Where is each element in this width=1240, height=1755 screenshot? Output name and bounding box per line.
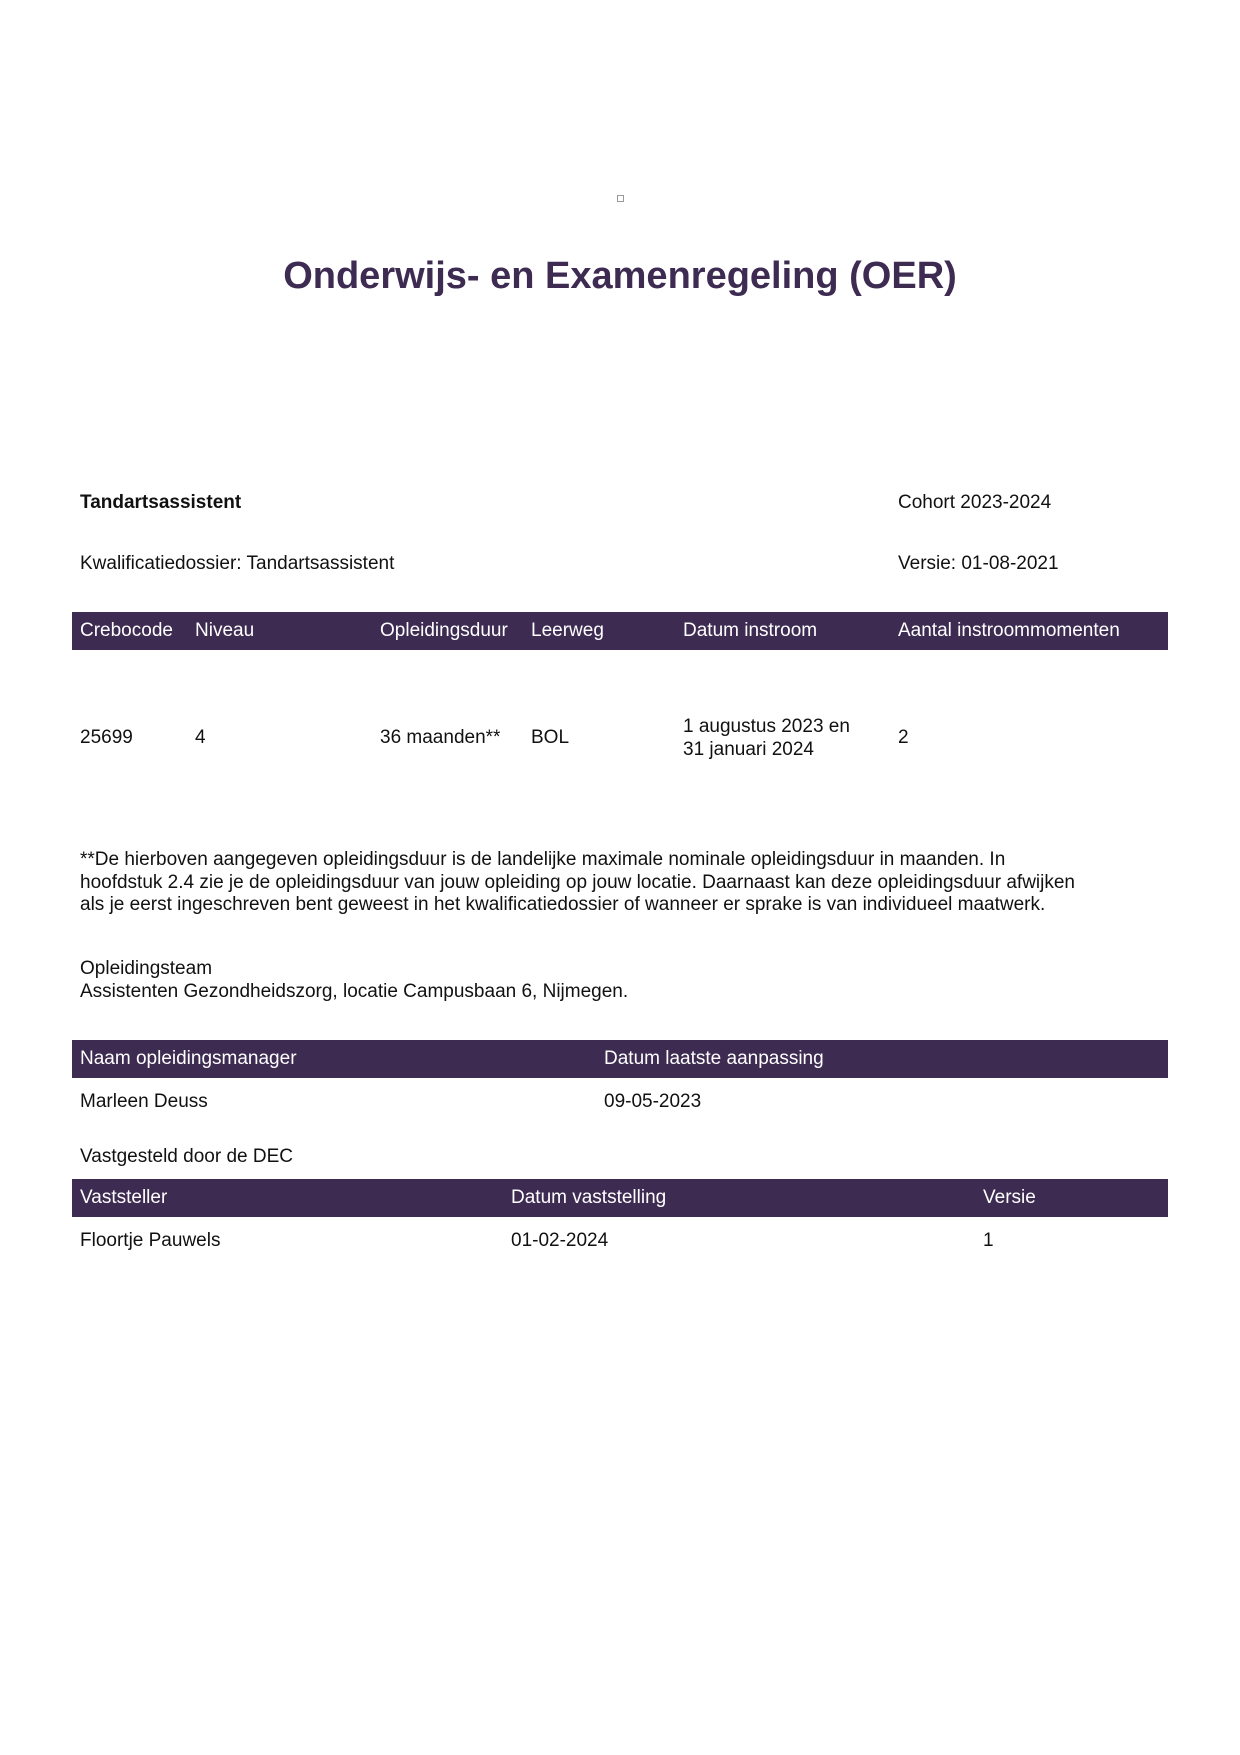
manager-table-header [72,1040,1168,1078]
opleiding-table-header [72,612,1168,650]
page-title: Onderwijs- en Examenregeling (OER) [283,255,957,297]
cell-datum-laatste-aanpassing: 09-05-2023 [604,1091,702,1112]
cell-niveau: 4 [195,727,206,748]
dec-label: Vastgesteld door de DEC [80,1146,293,1167]
versie-label: Versie: 01-08-2021 [898,553,1059,574]
cell-crebocode: 25699 [80,727,133,748]
header-leerweg: Leerweg [531,620,604,641]
cell-vaststeller: Floortje Pauwels [80,1230,221,1251]
opleidingsduur-footnote [80,849,1165,917]
cell-opleidingsmanager: Marleen Deuss [80,1091,208,1112]
footnote-line: **De hierboven aangegeven opleidingsduur is de landelijke maximale nominale opleidingsduur in maanden. In [80,849,1006,870]
header-naam-opleidingsmanager: Naam opleidingsmanager [80,1048,297,1069]
header-datum-vaststelling: Datum vaststelling [511,1187,667,1208]
footnote-line: hoofdstuk 2.4 zie je de opleidingsduur van jouw opleiding op jouw locatie. Daarnaast kan deze opleidingsduur afwijken [80,871,1075,893]
header-versie: Versie [983,1187,1036,1208]
cell-leerweg: BOL [531,727,570,748]
header-vaststeller: Vaststeller [80,1187,168,1208]
cell-versie: 1 [983,1230,994,1251]
header-aantal-instroommomenten: Aantal instroommomenten [898,620,1120,641]
cell-datum-instroom-1: 1 augustus 2023 en [683,716,850,737]
header-datum-laatste-aanpassing: Datum laatste aanpassing [604,1048,824,1069]
cell-aantal: 2 [898,727,909,748]
cohort-label: Cohort 2023-2024 [898,492,1052,513]
header-niveau: Niveau [195,620,255,641]
header-opleidingsduur: Opleidingsduur [380,620,508,641]
cell-datum-vaststelling: 01-02-2024 [511,1230,609,1251]
kwalificatiedossier-label: Kwalificatiedossier: Tandartsassistent [80,553,395,574]
opleidingsteam-block [80,958,628,1003]
header-crebocode: Crebocode [80,620,173,641]
opleidingsteam-naam: Assistenten Gezondheidszorg, locatie Campusbaan 6, Nijmegen. [80,980,629,1002]
opleidingsteam-label: Opleidingsteam [80,958,213,979]
footnote-line: als je eerst ingeschreven bent geweest in het kwalificatiedossier of wanneer er sprake is van individueel maatwerk. [80,894,1046,915]
placeholder-image-icon [617,195,624,202]
header-datum-instroom: Datum instroom [683,620,818,641]
dec-table-header [72,1179,1168,1217]
cell-opleidingsduur: 36 maanden** [380,727,501,748]
opleiding-naam: Tandartsassistent [80,492,242,513]
cell-datum-instroom-2: 31 januari 2024 [683,739,814,760]
